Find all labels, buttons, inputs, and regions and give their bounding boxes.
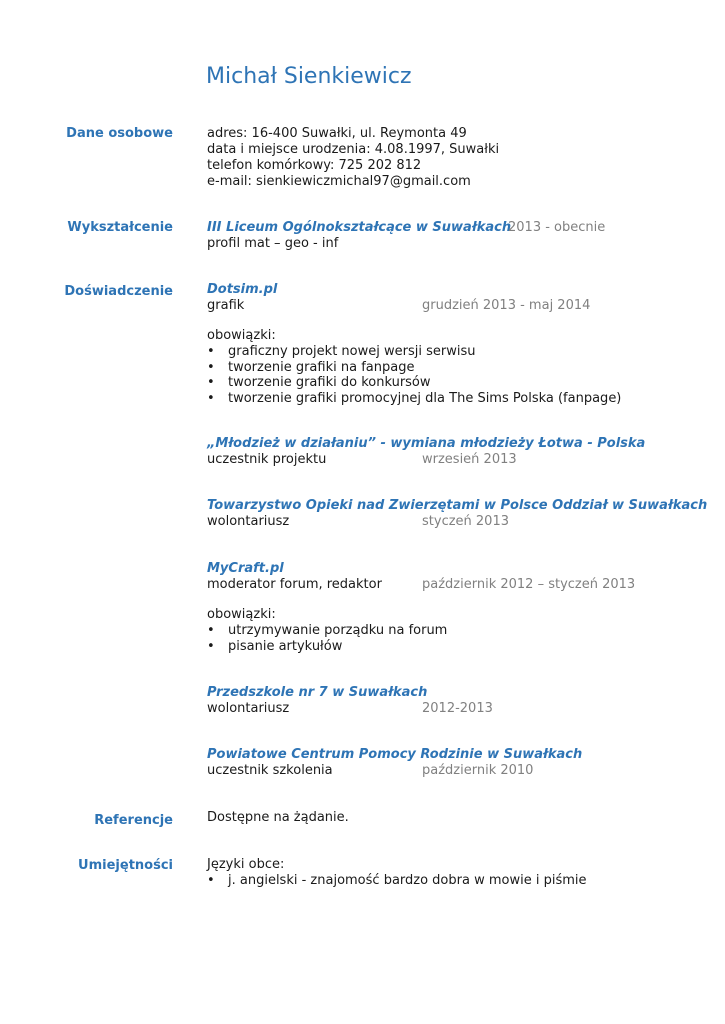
experience-org: MyCraft.pl <box>207 561 284 576</box>
phone-line: telefon komórkowy: 725 202 812 <box>207 158 422 173</box>
experience-org: Powiatowe Centrum Pomocy Rodzinie w Suwałkach <box>207 747 583 762</box>
skill-item: • j. angielski - znajomość bardzo dobra w mowie i piśmie <box>207 873 587 889</box>
duty-item: • utrzymywanie porządku na forum <box>207 623 447 639</box>
references-text: Dostępne na żądanie. <box>207 810 349 825</box>
experience-role: wolontariusz <box>207 701 290 716</box>
birth-line: data i miejsce urodzenia: 4.08.1997, Suwałki <box>207 142 500 157</box>
duty-item: • tworzenie grafiki na fanpage <box>207 360 621 376</box>
experience-dates: 2012-2013 <box>422 701 493 716</box>
education-profile: profil mat – geo - inf <box>207 236 339 251</box>
school-name: III Liceum Ogólnokształcące w Suwałkach <box>207 220 512 235</box>
experience-role: grafik <box>207 298 245 313</box>
experience-role: moderator forum, redaktor <box>207 577 382 592</box>
experience-org: „Młodzież w działaniu” - wymiana młodzieży Łotwa - Polska <box>207 436 646 451</box>
experience-dates: październik 2012 – styczeń 2013 <box>422 577 636 592</box>
experience-role: wolontariusz <box>207 514 290 529</box>
cv-name: Michał Sienkiewicz <box>206 64 412 89</box>
experience-dates: wrzesień 2013 <box>422 452 517 467</box>
experience-org: Dotsim.pl <box>207 282 278 297</box>
section-heading-education: Wykształcenie <box>67 220 173 235</box>
duty-item: • tworzenie grafiki promocyjnej dla The Sims Polska (fanpage) <box>207 391 621 407</box>
skills-list <box>207 873 587 889</box>
duty-item: • pisanie artykułów <box>207 639 447 655</box>
email-line: e-mail: sienkiewiczmichal97@gmail.com <box>207 174 471 189</box>
duty-item: • tworzenie grafiki do konkursów <box>207 375 621 391</box>
duties-label: obowiązki: <box>207 607 276 622</box>
duties-label: obowiązki: <box>207 328 276 343</box>
address-line: adres: 16-400 Suwałki, ul. Reymonta 49 <box>207 126 467 141</box>
experience-role: uczestnik projektu <box>207 452 327 467</box>
experience-dates: grudzień 2013 - maj 2014 <box>422 298 591 313</box>
section-heading-skills: Umiejętności <box>78 858 173 873</box>
experience-dates: styczeń 2013 <box>422 514 509 529</box>
section-heading-references: Referencje <box>94 813 173 828</box>
section-heading-personal: Dane osobowe <box>66 126 173 141</box>
duties-list <box>207 623 447 654</box>
duties-list <box>207 344 621 406</box>
duty-item: • graficzny projekt nowej wersji serwisu <box>207 344 621 360</box>
experience-role: uczestnik szkolenia <box>207 763 333 778</box>
languages-label: Języki obce: <box>207 857 285 872</box>
experience-org: Towarzystwo Opieki nad Zwierzętami w Polsce Oddział w Suwałkach <box>207 498 708 513</box>
experience-org: Przedszkole nr 7 w Suwałkach <box>207 685 428 700</box>
experience-dates: październik 2010 <box>422 763 534 778</box>
section-heading-experience: Doświadczenie <box>64 284 173 299</box>
education-dates: 2013 - obecnie <box>508 220 606 235</box>
